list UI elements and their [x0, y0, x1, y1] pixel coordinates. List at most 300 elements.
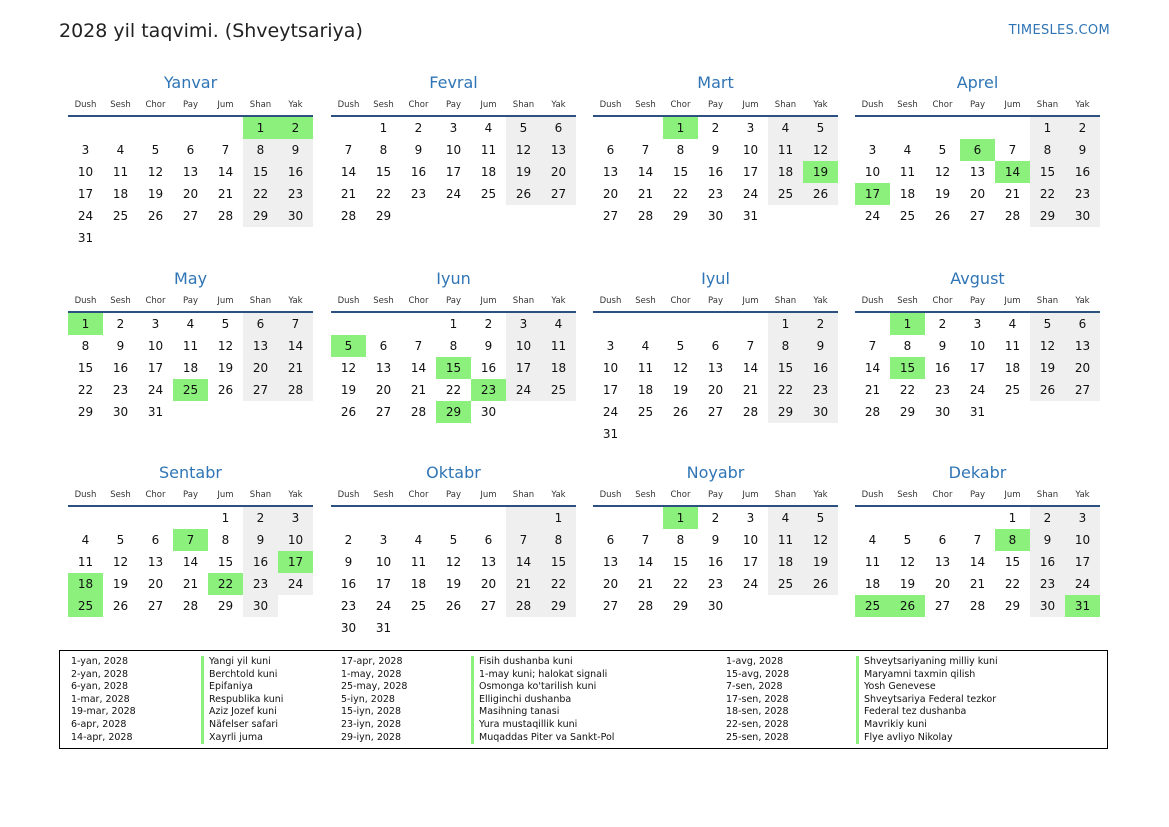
day-cell: 31	[602, 427, 619, 441]
day-cell: 3	[506, 313, 541, 335]
holiday-day: 1	[663, 117, 698, 139]
day-cell: 31	[969, 405, 986, 419]
empty-cell	[436, 507, 471, 529]
day-cell: 14	[637, 555, 654, 569]
day-cell: 29	[768, 401, 803, 423]
month-name: Dekabr	[948, 463, 1007, 482]
holiday-day: 6	[960, 139, 995, 161]
empty-cell	[173, 507, 208, 529]
empty-cell	[593, 313, 628, 335]
weekday-label: Yak	[813, 490, 828, 500]
holiday-name: Elliginchi dushanba	[471, 694, 679, 707]
day-cell: 9	[243, 529, 278, 551]
day-cell: 7	[278, 313, 313, 335]
day-cell: 25	[112, 209, 129, 223]
day-cell: 30	[803, 401, 838, 423]
holiday-date: 14-apr, 2028	[71, 731, 133, 743]
day-cell: 10	[969, 339, 986, 353]
holiday-name: Federal tez dushanba	[856, 706, 1064, 719]
day-cell: 11	[899, 165, 916, 179]
day-cell: 13	[541, 139, 576, 161]
day-cell: 6	[186, 143, 195, 157]
day-cell: 29	[217, 599, 234, 613]
holiday-date: 18-sen, 2028	[726, 706, 789, 718]
day-cell: 27	[934, 599, 951, 613]
weekday-label: Chor	[670, 490, 691, 500]
weekday-label: Sesh	[635, 296, 656, 306]
weekday-label: Sesh	[897, 100, 918, 110]
day-cell: 8	[541, 529, 576, 551]
day-cell: 18	[637, 383, 654, 397]
day-cell: 19	[803, 551, 838, 573]
holiday-name: Näfelser safari	[201, 719, 409, 732]
day-cell: 20	[480, 577, 497, 591]
day-cell: 29	[1030, 205, 1065, 227]
weekday-label: Chor	[670, 296, 691, 306]
day-cell: 1	[541, 507, 576, 529]
day-cell: 25	[1004, 383, 1021, 397]
weekday-label: Yak	[288, 490, 303, 500]
day-grid	[331, 313, 576, 423]
day-cell: 8	[221, 533, 230, 547]
day-cell: 8	[676, 143, 685, 157]
day-cell: 5	[1030, 313, 1065, 335]
day-cell: 20	[707, 383, 724, 397]
day-cell: 9	[1030, 529, 1065, 551]
day-cell: 25	[410, 599, 427, 613]
day-cell: 5	[221, 317, 230, 331]
holiday-day: 1	[68, 313, 103, 335]
day-cell: 24	[1065, 573, 1100, 595]
day-grid	[593, 313, 838, 445]
weekday-label: Pay	[708, 296, 723, 306]
day-cell: 18	[112, 187, 129, 201]
day-cell: 28	[506, 595, 541, 617]
empty-cell	[138, 227, 173, 249]
month-aprel	[855, 72, 1100, 227]
weekday-header	[331, 294, 576, 313]
day-cell: 5	[506, 117, 541, 139]
day-cell: 15	[1030, 161, 1065, 183]
day-cell: 1	[449, 317, 458, 331]
day-cell: 20	[602, 187, 619, 201]
day-cell: 13	[707, 361, 724, 375]
day-cell: 25	[899, 209, 916, 223]
day-cell: 13	[969, 165, 986, 179]
holiday-name: Aziz Jozef kuni	[201, 706, 409, 719]
weekday-label: Shan	[249, 100, 272, 110]
empty-cell	[593, 507, 628, 529]
day-cell: 18	[768, 551, 803, 573]
day-cell: 25	[768, 573, 803, 595]
day-cell: 31	[77, 231, 94, 245]
day-cell: 8	[903, 339, 912, 353]
holiday-date: 2-yan, 2028	[71, 668, 128, 680]
day-cell: 10	[864, 165, 881, 179]
day-cell: 20	[1065, 357, 1100, 379]
day-cell: 9	[1065, 139, 1100, 161]
day-cell: 6	[606, 143, 615, 157]
day-cell: 3	[81, 143, 90, 157]
day-cell: 3	[278, 507, 313, 529]
weekday-label: Dush	[337, 296, 360, 306]
month-mart	[593, 72, 838, 227]
site-link[interactable]: TIMESLES.COM	[1008, 23, 1110, 38]
holiday-name: 1-may kuni; halokat signali	[471, 669, 679, 682]
weekday-label: Chor	[145, 100, 166, 110]
empty-cell	[331, 117, 366, 139]
holiday-day: 25	[855, 595, 890, 617]
day-cell: 27	[707, 405, 724, 419]
weekday-label: Chor	[932, 490, 953, 500]
month-name: Sentabr	[159, 463, 222, 482]
page-title: 2028 yil taqvimi. (Shveytsariya)	[59, 20, 363, 42]
day-cell: 23	[707, 577, 724, 591]
day-cell: 22	[1030, 183, 1065, 205]
day-cell: 2	[1030, 507, 1065, 529]
holiday-date: 1-may, 2028	[341, 668, 402, 680]
day-cell: 4	[541, 313, 576, 335]
holiday-date: 5-iyn, 2028	[341, 693, 395, 705]
holiday-date: 25-may, 2028	[341, 681, 408, 693]
day-cell: 22	[899, 383, 916, 397]
holiday-day: 29	[436, 401, 471, 423]
day-cell: 11	[112, 165, 129, 179]
holiday-date: 15-avg, 2028	[726, 668, 790, 680]
empty-cell	[278, 401, 313, 423]
weekday-label: Chor	[408, 296, 429, 306]
day-cell: 9	[278, 139, 313, 161]
day-cell: 30	[934, 405, 951, 419]
holiday-date: 29-iyn, 2028	[341, 731, 402, 743]
day-cell: 20	[375, 383, 392, 397]
day-cell: 25	[768, 183, 803, 205]
weekday-label: Yak	[551, 296, 566, 306]
empty-cell	[855, 507, 890, 529]
day-cell: 17	[147, 361, 164, 375]
day-cell: 24	[147, 383, 164, 397]
day-cell: 7	[641, 143, 650, 157]
day-grid	[68, 507, 313, 617]
weekday-label: Chor	[932, 296, 953, 306]
holiday-name: Epifaniya	[201, 681, 409, 694]
empty-cell	[208, 227, 243, 249]
holiday-row	[330, 706, 679, 719]
weekday-label: Sesh	[110, 296, 131, 306]
empty-cell	[401, 313, 436, 335]
holiday-date: 17-sen, 2028	[726, 693, 789, 705]
day-cell: 1	[379, 121, 388, 135]
weekday-label: Jum	[217, 296, 234, 306]
day-cell: 22	[672, 577, 689, 591]
day-cell: 27	[243, 379, 278, 401]
day-cell: 27	[1065, 379, 1100, 401]
day-cell: 7	[973, 533, 982, 547]
holiday-row	[715, 706, 1064, 719]
holiday-date: 6-yan, 2028	[71, 681, 128, 693]
day-cell: 21	[864, 383, 881, 397]
day-cell: 16	[803, 357, 838, 379]
month-name: Noyabr	[686, 463, 745, 482]
empty-cell	[68, 507, 103, 529]
empty-cell	[768, 205, 803, 227]
day-cell: 20	[182, 187, 199, 201]
holiday-day: 17	[855, 183, 890, 205]
day-cell: 28	[340, 209, 357, 223]
day-cell: 21	[410, 383, 427, 397]
holiday-day: 19	[803, 161, 838, 183]
day-cell: 18	[1004, 361, 1021, 375]
day-cell: 29	[541, 595, 576, 617]
weekday-label: Jum	[480, 490, 497, 500]
empty-cell	[506, 401, 541, 423]
day-cell: 23	[278, 183, 313, 205]
day-cell: 17	[969, 361, 986, 375]
holiday-name: Shveytsariya Federal tezkor	[856, 694, 1064, 707]
day-cell: 22	[243, 183, 278, 205]
day-cell: 16	[707, 555, 724, 569]
empty-cell	[366, 313, 401, 335]
day-grid	[855, 507, 1100, 617]
day-cell: 4	[116, 143, 125, 157]
day-cell: 21	[217, 187, 234, 201]
day-cell: 21	[506, 573, 541, 595]
day-cell: 24	[742, 187, 759, 201]
day-cell: 24	[864, 209, 881, 223]
month-name: May	[173, 269, 208, 288]
empty-cell	[628, 313, 663, 335]
day-cell: 25	[637, 405, 654, 419]
day-cell: 27	[969, 209, 986, 223]
holiday-day: 23	[471, 379, 506, 401]
day-grid	[68, 313, 313, 423]
day-cell: 28	[1004, 209, 1021, 223]
day-cell: 17	[742, 555, 759, 569]
day-cell: 5	[803, 117, 838, 139]
empty-cell	[1065, 401, 1100, 423]
day-cell: 10	[602, 361, 619, 375]
day-cell: 30	[1030, 595, 1065, 617]
day-cell: 18	[410, 577, 427, 591]
weekday-label: Yak	[1075, 296, 1090, 306]
day-cell: 23	[410, 187, 427, 201]
holiday-day: 14	[995, 161, 1030, 183]
day-cell: 26	[803, 183, 838, 205]
holiday-date: 22-sen, 2028	[726, 718, 789, 730]
day-cell: 12	[445, 555, 462, 569]
day-cell: 2	[344, 533, 353, 547]
weekday-label: Dush	[74, 296, 97, 306]
holiday-day: 26	[890, 595, 925, 617]
month-sentabr	[68, 462, 313, 617]
day-cell: 11	[1004, 339, 1021, 353]
empty-cell	[663, 423, 698, 445]
day-cell: 30	[480, 405, 497, 419]
weekday-label: Shan	[249, 296, 272, 306]
month-iyun	[331, 268, 576, 423]
weekday-label: Sesh	[897, 296, 918, 306]
day-cell: 19	[934, 187, 951, 201]
day-cell: 11	[410, 555, 427, 569]
holiday-day: 15	[436, 357, 471, 379]
day-cell: 10	[1065, 529, 1100, 551]
day-cell: 17	[445, 165, 462, 179]
day-cell: 7	[746, 339, 755, 353]
day-cell: 13	[934, 555, 951, 569]
day-cell: 11	[77, 555, 94, 569]
weekday-label: Shan	[512, 490, 535, 500]
day-cell: 12	[340, 361, 357, 375]
day-cell: 8	[449, 339, 458, 353]
holiday-day: 15	[890, 357, 925, 379]
weekday-label: Shan	[512, 296, 535, 306]
day-cell: 17	[375, 577, 392, 591]
day-cell: 27	[480, 599, 497, 613]
day-cell: 5	[151, 143, 160, 157]
day-cell: 12	[1030, 335, 1065, 357]
weekday-label: Yak	[288, 296, 303, 306]
weekday-label: Pay	[183, 490, 198, 500]
holiday-day: 17	[278, 551, 313, 573]
weekday-label: Dush	[337, 100, 360, 110]
day-cell: 12	[803, 139, 838, 161]
empty-cell	[1030, 401, 1065, 423]
empty-cell	[331, 313, 366, 335]
day-cell: 1	[768, 313, 803, 335]
weekday-label: Chor	[145, 490, 166, 500]
day-cell: 22	[541, 573, 576, 595]
day-cell: 14	[340, 165, 357, 179]
weekday-header	[593, 98, 838, 117]
day-cell: 30	[243, 595, 278, 617]
day-cell: 20	[602, 577, 619, 591]
day-cell: 3	[973, 317, 982, 331]
day-cell: 19	[340, 383, 357, 397]
weekday-label: Pay	[446, 100, 461, 110]
day-cell: 15	[672, 165, 689, 179]
day-cell: 28	[637, 599, 654, 613]
holiday-day: 22	[208, 573, 243, 595]
day-cell: 29	[672, 599, 689, 613]
day-cell: 15	[375, 165, 392, 179]
empty-cell	[855, 313, 890, 335]
day-cell: 8	[676, 533, 685, 547]
day-cell: 2	[414, 121, 423, 135]
holiday-list	[59, 650, 1108, 749]
holiday-name: Berchtold kuni	[201, 669, 409, 682]
day-cell: 14	[864, 361, 881, 375]
weekday-label: Shan	[249, 490, 272, 500]
weekday-label: Jum	[480, 100, 497, 110]
weekday-label: Yak	[288, 100, 303, 110]
day-cell: 19	[506, 161, 541, 183]
day-cell: 22	[768, 379, 803, 401]
weekday-label: Jum	[217, 100, 234, 110]
day-cell: 18	[864, 577, 881, 591]
weekday-label: Yak	[551, 490, 566, 500]
empty-cell	[890, 117, 925, 139]
holiday-date: 15-iyn, 2028	[341, 706, 402, 718]
day-cell: 16	[340, 577, 357, 591]
day-cell: 7	[506, 529, 541, 551]
day-cell: 9	[484, 339, 493, 353]
day-cell: 3	[868, 143, 877, 157]
day-cell: 21	[340, 187, 357, 201]
holiday-name: Maryamni taxmin qilish	[856, 669, 1064, 682]
day-cell: 8	[379, 143, 388, 157]
day-cell: 12	[217, 339, 234, 353]
month-avgust	[855, 268, 1100, 423]
month-name: Fevral	[429, 73, 478, 92]
day-cell: 8	[81, 339, 90, 353]
weekday-label: Pay	[970, 296, 985, 306]
holiday-date: 23-iyn, 2028	[341, 718, 402, 730]
day-cell: 30	[340, 621, 357, 635]
weekday-label: Pay	[708, 490, 723, 500]
day-cell: 28	[217, 209, 234, 223]
day-cell: 22	[445, 383, 462, 397]
day-cell: 30	[1065, 205, 1100, 227]
day-cell: 24	[742, 577, 759, 591]
day-cell: 12	[899, 555, 916, 569]
weekday-label: Dush	[861, 296, 884, 306]
weekday-label: Pay	[970, 100, 985, 110]
empty-cell	[803, 423, 838, 445]
day-cell: 19	[217, 361, 234, 375]
day-cell: 26	[217, 383, 234, 397]
day-cell: 16	[410, 165, 427, 179]
holiday-name: Yura mustaqillik kuni	[471, 719, 679, 732]
day-cell: 3	[746, 121, 755, 135]
empty-cell	[960, 507, 995, 529]
day-cell: 12	[112, 555, 129, 569]
day-cell: 13	[182, 165, 199, 179]
day-cell: 15	[1004, 555, 1021, 569]
day-cell: 26	[934, 209, 951, 223]
weekday-header	[331, 98, 576, 117]
day-cell: 12	[506, 139, 541, 161]
day-cell: 7	[1008, 143, 1017, 157]
day-cell: 16	[480, 361, 497, 375]
weekday-label: Chor	[408, 100, 429, 110]
day-cell: 24	[602, 405, 619, 419]
holiday-day: 25	[173, 379, 208, 401]
day-cell: 27	[182, 209, 199, 223]
day-cell: 3	[151, 317, 160, 331]
holiday-name: Yangi yil kuni	[201, 656, 409, 669]
day-cell: 19	[1030, 357, 1065, 379]
day-cell: 18	[768, 161, 803, 183]
day-cell: 13	[243, 335, 278, 357]
day-cell: 10	[77, 165, 94, 179]
day-cell: 9	[116, 339, 125, 353]
holiday-name: Osmonga ko'tarilish kuni	[471, 681, 679, 694]
day-cell: 13	[147, 555, 164, 569]
month-name: Aprel	[956, 73, 999, 92]
day-cell: 6	[484, 533, 493, 547]
day-cell: 4	[81, 533, 90, 547]
day-grid	[855, 117, 1100, 227]
empty-cell	[173, 401, 208, 423]
day-cell: 21	[969, 577, 986, 591]
holiday-name: Flye avliyo Nikolay	[856, 732, 1064, 745]
weekday-label: Jum	[217, 490, 234, 500]
empty-cell	[208, 117, 243, 139]
day-cell: 10	[375, 555, 392, 569]
day-cell: 24	[375, 599, 392, 613]
day-cell: 6	[1065, 313, 1100, 335]
month-name: Yanvar	[163, 73, 218, 92]
